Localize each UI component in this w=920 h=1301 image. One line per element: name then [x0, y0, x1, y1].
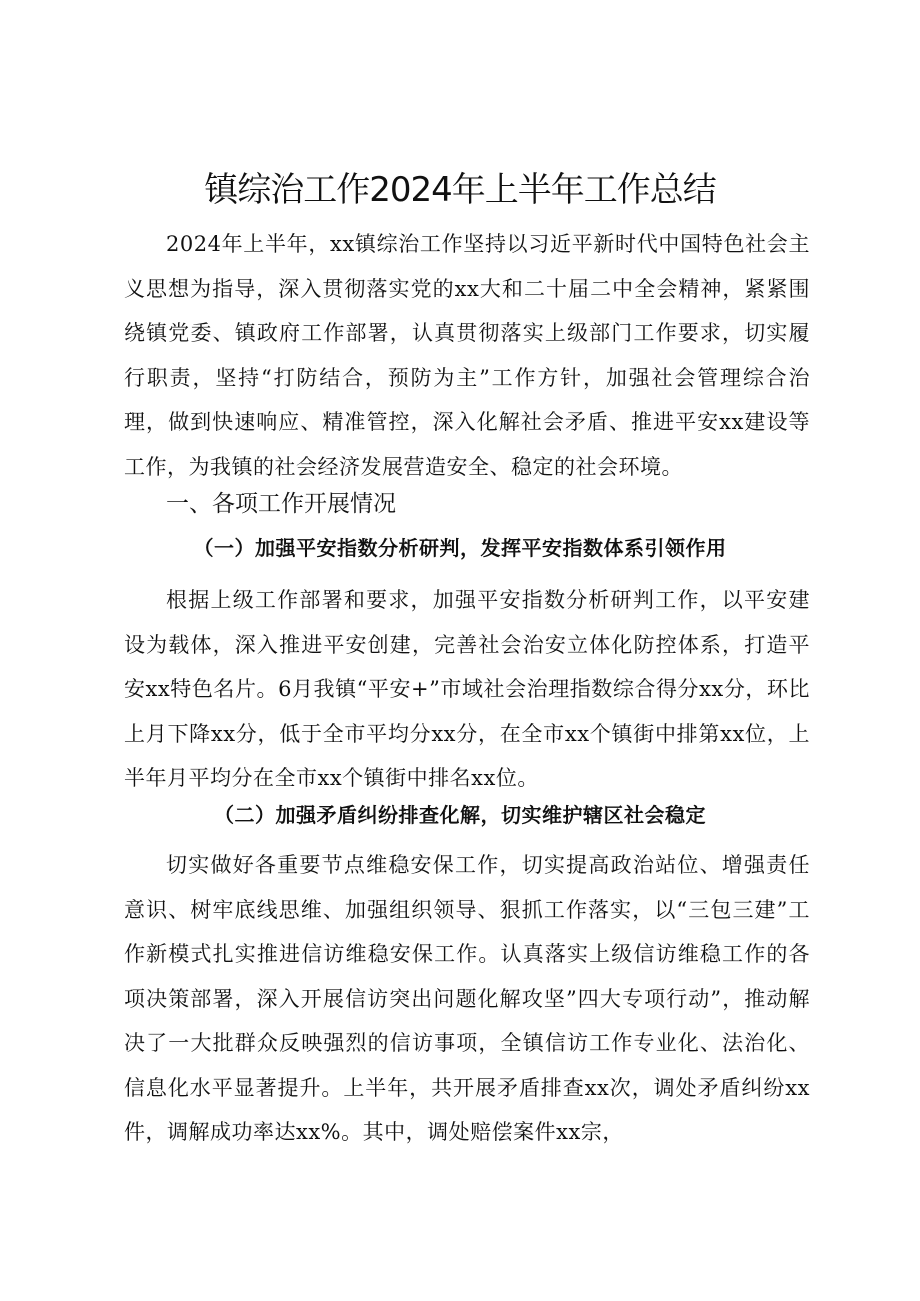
document-title: 镇综治工作2024年上半年工作总结 — [204, 170, 716, 210]
subsection-2-body: 切实做好各重要节点维稳安保工作，切实提高政治站位、增强责任意识、树牢底线思维、加强组织领导、狠抓工作落实，以“三包三建”工作新模式扎实推进信访维稳安保工作。认真落实上级信访维稳工作的各项决策部署，深入开展信访突出问题化解攻坚”四大专项行动”，推动解决了一大批群众反映强烈的信访事项，全镇信访工作专业化、法治化、信息化水平显著提升。上半年，共开展矛盾排查xx次，调处矛盾纠纷xx件，调解成功率达xx%。其中，调处赔偿案件xx宗， — [124, 853, 810, 1144]
subsection-2-heading: （二）加强矛盾纠纷排查化解，切实维护辖区社会稳定 — [214, 803, 706, 827]
intro-paragraph: 2024年上半年，xx镇综治工作坚持以习近平新时代中国特色社会主义思想为指导，深入贯彻落实党的xx大和二十届二中全会精神，紧紧围绕镇党委、镇政府工作部署，认真贯彻落实上级部门工作要求，切实履行职责，坚持“打防结合，预防为主”工作方针，加强社会管理综合治理，做到快速响应、精准管控，深入化解社会矛盾、推进平安xx建设等工作，为我镇的社会经济发展营造安全、稳定的社会环境。 — [124, 232, 810, 479]
section-1-heading: 一、各项工作开展情况 — [166, 491, 396, 517]
subsection-1-body: 根据上级工作部署和要求，加强平安指数分析研判工作，以平安建设为载体，深入推进平安创建，完善社会治安立体化防控体系，打造平安xx特色名片。6月我镇“平安+”市域社会治理指数综合得分xx分，环比上月下降xx分，低于全市平均分xx分，在全市xx个镇街中排第xx位，上半年月平均分在全市xx个镇街中排名xx位。 — [124, 588, 810, 790]
subsection-1-heading: （一）加强平安指数分析研判，发挥平安指数体系引领作用 — [193, 536, 727, 560]
